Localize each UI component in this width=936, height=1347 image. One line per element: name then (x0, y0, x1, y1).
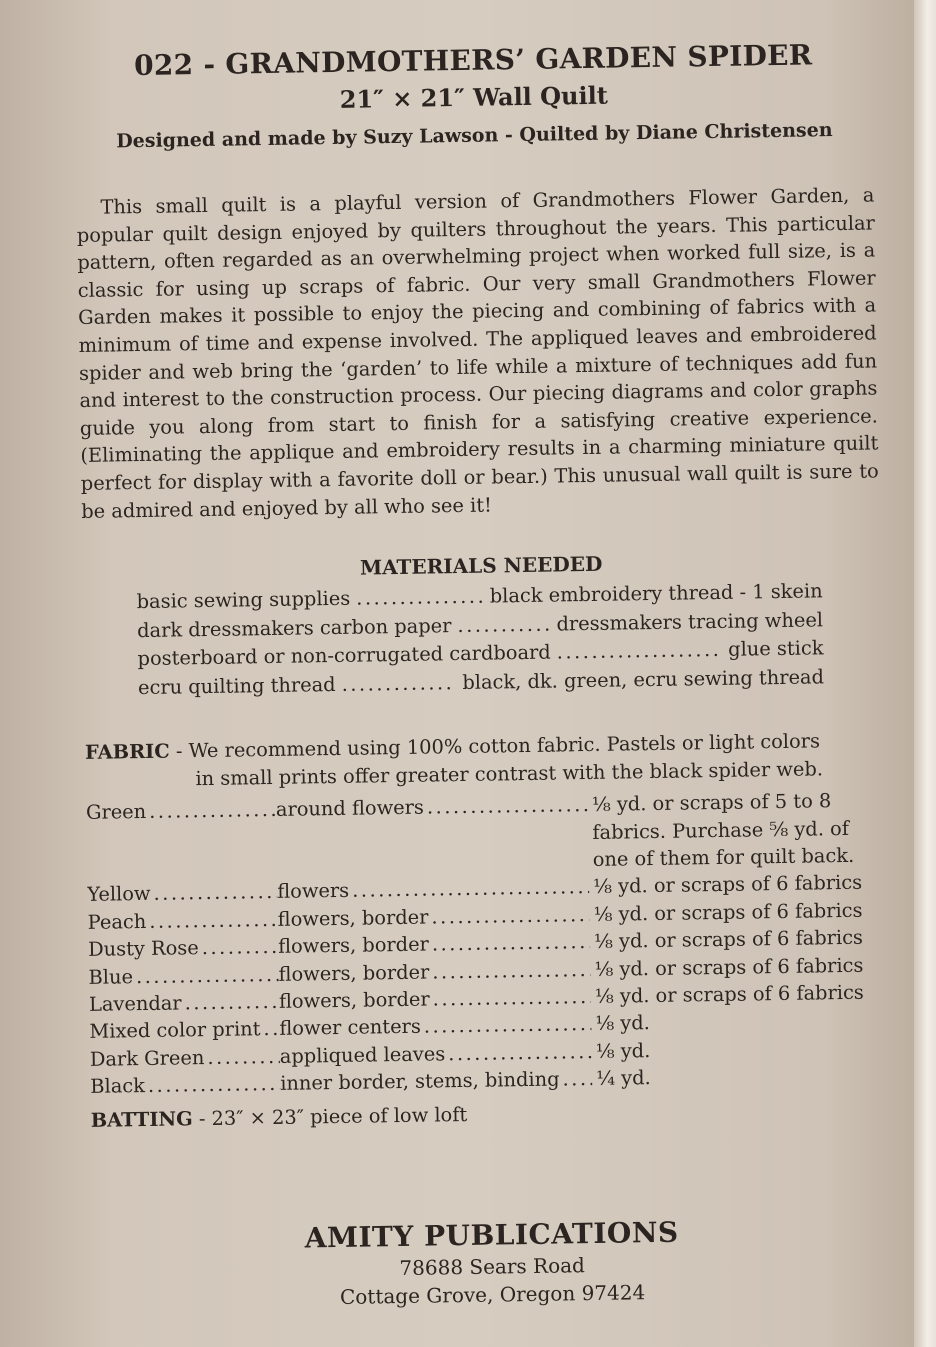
fabric-use-label: flowers, border (278, 960, 430, 986)
fabric-color (89, 1015, 279, 1045)
intro-paragraph: This small quilt is a playful version of Grandmothers Flower Garden, a popular quilt design enjoyed by quilters throughout the years. This particular pattern, often regarded as an overwhelming project when worked full size, is a classic for using up scraps of fabric. Our very small Grandmothers Flower Garden makes it possible to enjoy the piecing and combining of fabrics with a minimum of time and expense involved. The appliqued leaves and embroidered spider and web bring the ‘garden’ to life while a mixture of techniques add fun and interest to the construction process. Our piecing diagrams and color graphs guide you along from start to finish for a satisfying creative experience. (Eliminating the applique and embroidery results in a charming miniature quilt perfect for display with a favorite doll or bear.) This unusual wall quilt is sure to be admired and enjoyed by all who see it! (76, 183, 879, 523)
batting-label: BATTING (90, 1106, 193, 1132)
dot-leader (202, 933, 279, 962)
dot-leader (424, 1010, 592, 1040)
batting-text: - 23″ × 23″ piece of low loft (192, 1102, 468, 1130)
publisher-block (92, 1212, 891, 1315)
batting-line (91, 1094, 889, 1135)
fabric-color (90, 1070, 280, 1100)
fabric-use-label: appliqued leaves (279, 1042, 446, 1068)
fabric-line-2: in small prints offer greater contrast with the black spider web. (195, 757, 824, 791)
fabric-color-label: Blue (88, 964, 134, 989)
fabric-quantity: ⅛ yd. (595, 1038, 651, 1063)
materials-heading: MATERIALS NEEDED (359, 551, 603, 580)
fabric-quantity: ⅛ yd. (595, 1011, 651, 1036)
fabric-quantity: ⅛ yd. or scraps of 5 to 8 fabrics. Purchase ⅝ yd. of one of them for quilt back. (591, 789, 855, 871)
dot-leader (341, 669, 456, 699)
quilt-size: 21″ × 21″ Wall Quilt (339, 80, 609, 114)
material-item: dressmakers tracing wheel (556, 607, 824, 636)
fabric-color (88, 933, 278, 963)
book-spine-edge (914, 0, 936, 1347)
fabric-color (87, 906, 277, 936)
fabric-color (89, 988, 279, 1018)
pattern-back-cover (74, 37, 892, 1314)
fabric-table (86, 786, 889, 1100)
material-item: basic sewing supplies (136, 586, 351, 614)
fabric-use-label: flowers, border (278, 987, 430, 1013)
dot-leader (448, 1038, 592, 1068)
fabric-quantity: ⅛ yd. or scraps of 6 fabrics (593, 925, 864, 954)
dot-leader (148, 1070, 281, 1099)
fabric-label: FABRIC (84, 739, 170, 765)
fabric-color-label: Lavendar (88, 991, 182, 1016)
dot-leader (352, 873, 589, 904)
dot-leader (136, 960, 279, 990)
dot-leader (562, 1065, 592, 1093)
dot-leader (431, 901, 590, 931)
fabric-recommendation (85, 727, 884, 796)
fabric-color (86, 796, 276, 826)
dot-leader (149, 796, 276, 825)
fabric-color-label: Peach (87, 909, 147, 934)
dot-leader (184, 988, 279, 1017)
fabric-quantity: ⅛ yd. or scraps of 6 fabrics (593, 871, 863, 899)
materials-list (136, 577, 824, 702)
dot-leader (427, 791, 588, 821)
dot-leader (153, 878, 277, 907)
pattern-title: 022 - GRANDMOTHERS’ GARDEN SPIDER (133, 38, 813, 83)
dot-leader (432, 928, 591, 958)
fabric-color (90, 1043, 280, 1073)
fabric-use-label: around flowers (275, 795, 425, 822)
dot-leader (356, 583, 484, 614)
fabric-use-label: flowers, border (277, 932, 430, 959)
fabric-quantity: ⅛ yd. or scraps of 6 fabrics (594, 953, 864, 981)
material-item: black, dk. green, ecru sewing thread (462, 664, 825, 694)
fabric-row (86, 786, 885, 881)
fabric-use-label: inner border, stems, binding (280, 1067, 560, 1096)
dot-leader (207, 1043, 280, 1072)
fabric-use-label: flowers (277, 879, 350, 904)
fabric-color-label: Dusty Rose (87, 936, 199, 962)
fabric-color (87, 878, 277, 908)
dot-leader (432, 956, 591, 986)
fabric-color-label: Dark Green (89, 1045, 205, 1071)
dot-leader (149, 906, 278, 935)
material-item: black embroidery thread - 1 skein (489, 579, 823, 608)
material-item: dark dressmakers carbon paper (136, 613, 452, 642)
fabric-use (280, 1065, 592, 1097)
fabric-use (276, 791, 588, 823)
fabric-color (88, 960, 278, 990)
fabric-quantity: ⅛ yd. or scraps of 6 fabrics (593, 898, 863, 926)
publisher-name: AMITY PUBLICATIONS (304, 1215, 679, 1255)
design-credits: Designed and made by Suzy Lawson - Quilted by Diane Christensen (116, 119, 833, 153)
material-item: glue stick (728, 636, 824, 661)
publisher-street: 78688 Sears Road (399, 1252, 586, 1280)
fabric-color-label: Yellow (87, 882, 151, 907)
fabric-color-label: Black (90, 1074, 146, 1099)
fabric-quantity: ⅛ yd. or scraps of 6 fabrics (594, 980, 864, 1008)
dot-leader (263, 1015, 279, 1043)
dot-leader (556, 636, 722, 667)
fabric-use-label: flowers, border (277, 905, 429, 931)
dot-leader (457, 610, 550, 640)
fabric-color-label: Green (85, 800, 147, 825)
fabric-use-label: flower centers (279, 1015, 421, 1041)
dot-leader (432, 983, 591, 1013)
material-item: posterboard or non-corrugated cardboard (137, 640, 551, 671)
material-item: ecru quilting thread (137, 672, 336, 699)
fabric-color-label: Mixed color print (89, 1017, 261, 1044)
fabric-quantity: ¼ yd. (596, 1066, 651, 1091)
publisher-city: Cottage Grove, Oregon 97424 (339, 1279, 646, 1309)
fabric-text: - We recommend using 100% cotton fabric. Pastels or light colors (169, 729, 821, 763)
